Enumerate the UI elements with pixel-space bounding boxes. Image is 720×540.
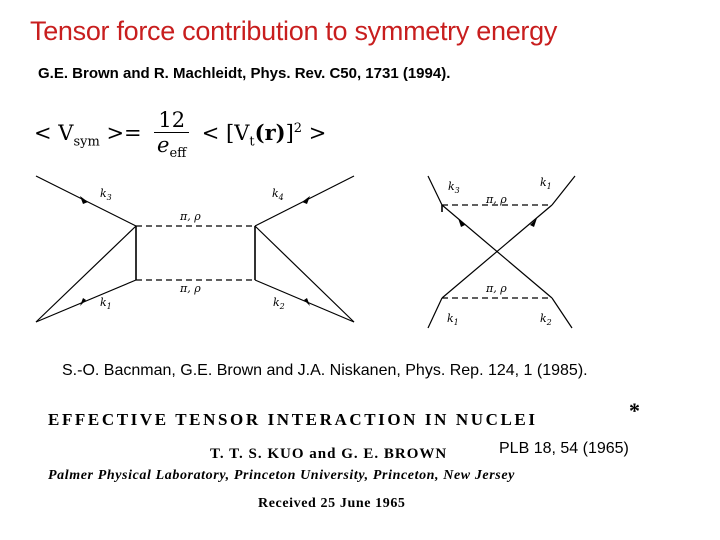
left-line-k1b — [36, 280, 136, 322]
formula-eq: >= — [99, 121, 142, 146]
left-label-exchange-top: π, ρ — [180, 210, 201, 223]
left-arrow-k2 — [304, 298, 310, 306]
formula-numerator: 12 — [154, 108, 189, 133]
formula-rhs-close: ] — [285, 121, 294, 146]
left-label-k3: $k_3$ — [100, 187, 112, 202]
right-line-k1-bottom — [428, 298, 442, 328]
left-label-k2: $k_2$ — [273, 296, 285, 311]
right-arrow-1 — [458, 218, 465, 227]
left-line-k1 — [36, 226, 136, 322]
formula-den-sub: eff — [169, 146, 187, 162]
paper-title: EFFECTIVE TENSOR INTERACTION IN NUCLEI — [48, 410, 538, 429]
right-label-exchange-bottom: π, ρ — [486, 282, 507, 295]
formula-rhs: < [V — [201, 121, 250, 146]
left-line-k2b — [255, 280, 354, 322]
diagram-right-arrows — [458, 218, 537, 227]
slide-title: Tensor force contribution to symmetry energy — [30, 16, 558, 46]
left-label-k4: $k_4$ — [272, 187, 284, 202]
paper-authors: T. T. S. KUO and G. E. BROWN — [210, 446, 448, 462]
right-label-k1-top: $k_1$ — [540, 176, 552, 191]
left-arrow-k4 — [302, 196, 310, 204]
right-line-k1-top — [552, 176, 575, 205]
diagram-left-labels — [100, 187, 285, 311]
formula-end: > — [302, 121, 327, 146]
right-label-k1: $k_1$ — [447, 312, 459, 327]
paper-affiliation: Palmer Physical Laboratory, Princeton University, Princeton, New Jersey — [48, 468, 515, 483]
diagram-right-labels — [447, 176, 552, 327]
formula-rhs-sub: t — [249, 134, 255, 150]
left-arrow-k3 — [80, 196, 88, 204]
paper-received-date: Received 25 June 1965 — [258, 496, 406, 511]
formula-lhs-sub: sym — [73, 134, 100, 150]
right-label-k3: $k_3$ — [448, 180, 460, 195]
paper-title-star: * — [629, 398, 640, 423]
left-label-exchange-bottom: π, ρ — [180, 282, 201, 295]
citation-brown-machleidt: G.E. Brown and R. Machleidt, Phys. Rev. C50, 1731 (1994). — [38, 65, 451, 82]
right-line-k3-top — [428, 176, 442, 205]
formula-lhs: < V — [34, 121, 74, 146]
formula-rhs-arg: (r) — [254, 120, 286, 146]
formula-den-e: e — [157, 133, 170, 157]
right-label-k2: $k_2$ — [540, 312, 552, 327]
journal-reference: PLB 18, 54 (1965) — [493, 440, 635, 458]
right-line-k2-bottom — [552, 298, 572, 328]
left-line-k2 — [255, 226, 354, 322]
right-label-exchange-top: π, ρ — [486, 193, 507, 206]
formula-power: 2 — [293, 121, 303, 137]
citation-backman-brown-niskanen: S.-O. Bacnman, G.E. Brown and J.A. Niskanen, Phys. Rep. 124, 1 (1985). — [62, 362, 588, 379]
left-label-k1: $k_1$ — [100, 296, 112, 311]
